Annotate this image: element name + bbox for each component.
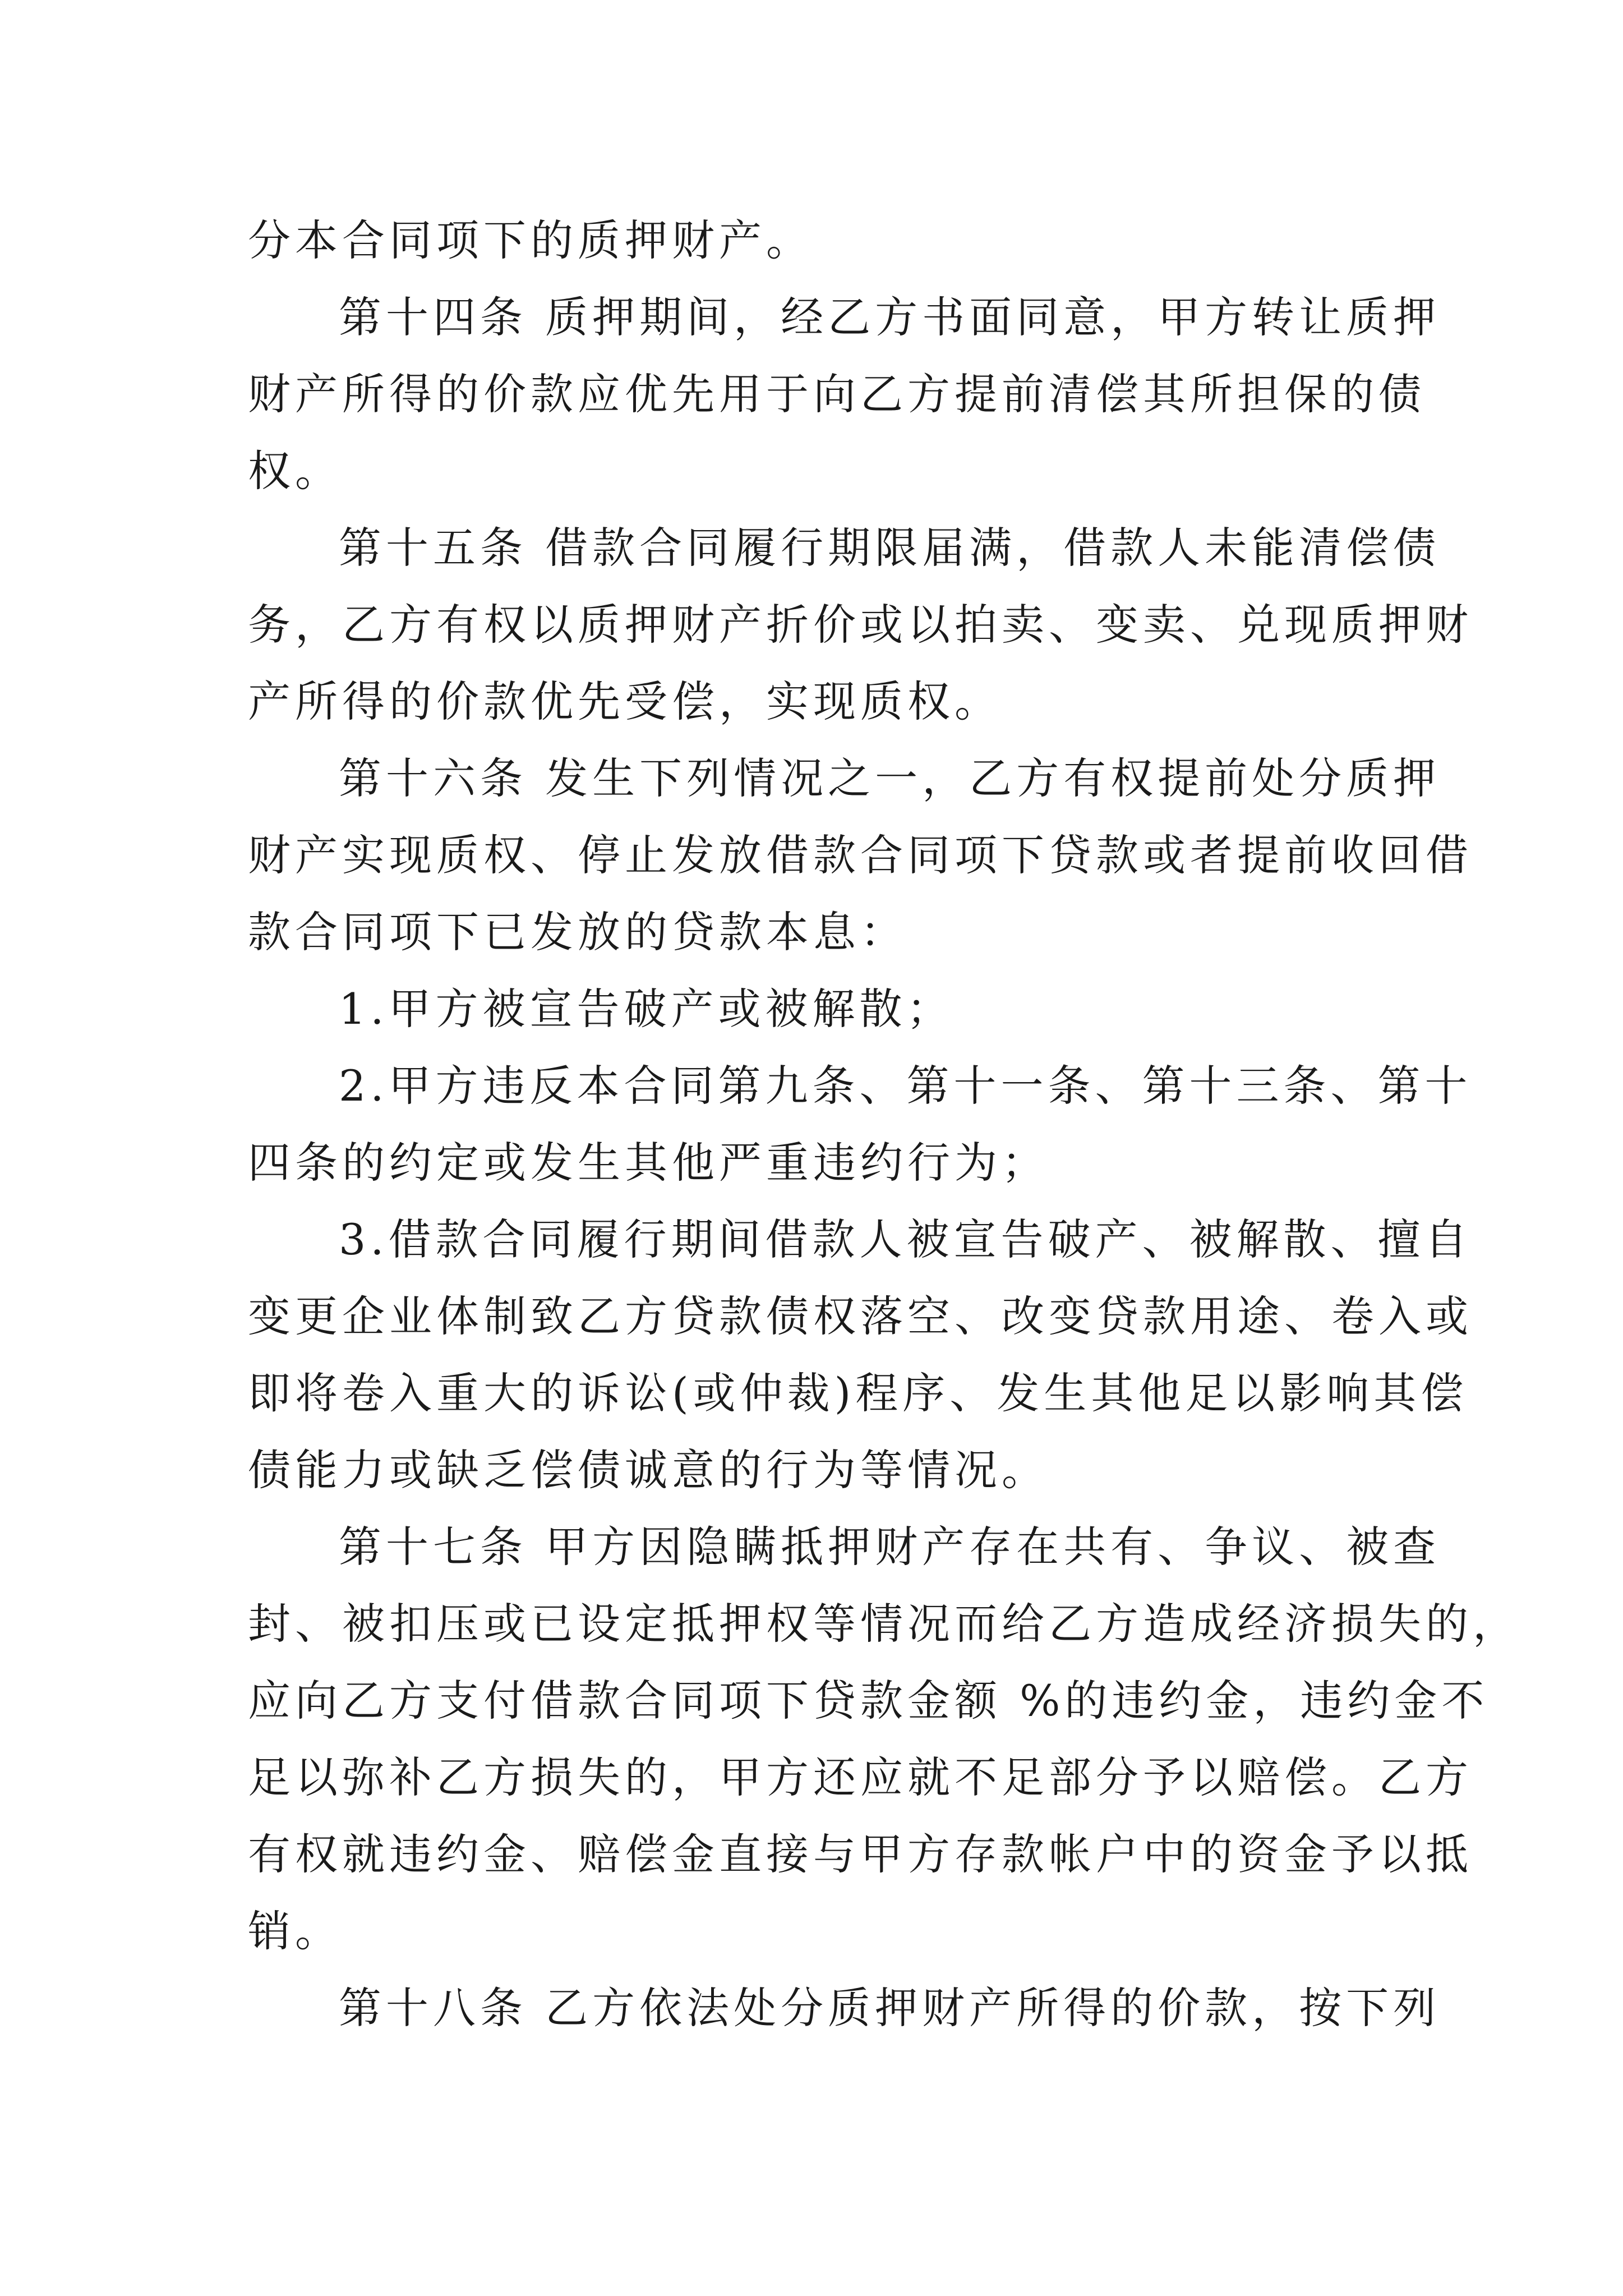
text-line: 产所得的价款优先受偿，实现质权。 — [248, 677, 1002, 726]
text-line: 销。 — [248, 1906, 342, 1956]
text-line: 债能力或缺乏偿债诚意的行为等情况。 — [248, 1445, 1049, 1495]
text-line: 3.借款合同履行期间借款人被宣告破产、被解散、擅自 — [339, 1214, 1472, 1264]
text-line: 足以弥补乙方损失的，甲方还应就不足部分予以赔偿。乙方 — [248, 1752, 1473, 1802]
text-line: 权。 — [248, 446, 342, 496]
text-line: 四条的约定或发生其他严重违约行为； — [248, 1138, 1049, 1188]
text-line: 第十六条 发生下列情况之一，乙方有权提前处分质押 — [339, 753, 1441, 803]
text-line: 变更企业体制致乙方贷款债权落空、改变贷款用途、卷入或 — [248, 1291, 1473, 1341]
text-line: 款合同项下已发放的贷款本息： — [248, 907, 907, 957]
text-line: 财产所得的价款应优先用于向乙方提前清偿其所担保的债 — [248, 369, 1426, 419]
text-line: 务，乙方有权以质押财产折价或以拍卖、变卖、兑现质押财 — [248, 600, 1473, 650]
text-line: 第十四条 质押期间，经乙方书面同意，甲方转让质押 — [339, 292, 1441, 342]
text-line: 第十五条 借款合同履行期限届满，借款人未能清偿债 — [339, 523, 1441, 573]
text-line: 第十八条 乙方依法处分质押财产所得的价款，按下列 — [339, 1983, 1441, 2033]
text-line: 2.甲方违反本合同第九条、第十一条、第十三条、第十 — [339, 1061, 1472, 1111]
text-line: 即将卷入重大的诉讼(或仲裁)程序、发生其他足以影响其偿 — [248, 1368, 1468, 1418]
text-line: 第十七条 甲方因隐瞒抵押财产存在共有、争议、被查 — [339, 1522, 1441, 1572]
contract-text — [248, 202, 1520, 2046]
text-line: 1.甲方被宣告破产或被解散； — [339, 984, 954, 1034]
text-line: 应向乙方支付借款合同项下贷款金额 %的违约金，违约金不 — [248, 1676, 1489, 1726]
text-line: 分本合同项下的质押财产。 — [248, 215, 813, 265]
text-line: 封、被扣压或已设定抵押权等情况而给乙方造成经济损失的， — [248, 1599, 1520, 1649]
text-line: 财产实现质权、停止发放借款合同项下贷款或者提前收回借 — [248, 830, 1473, 880]
text-line: 有权就违约金、赔偿金直接与甲方存款帐户中的资金予以抵 — [248, 1829, 1473, 1879]
